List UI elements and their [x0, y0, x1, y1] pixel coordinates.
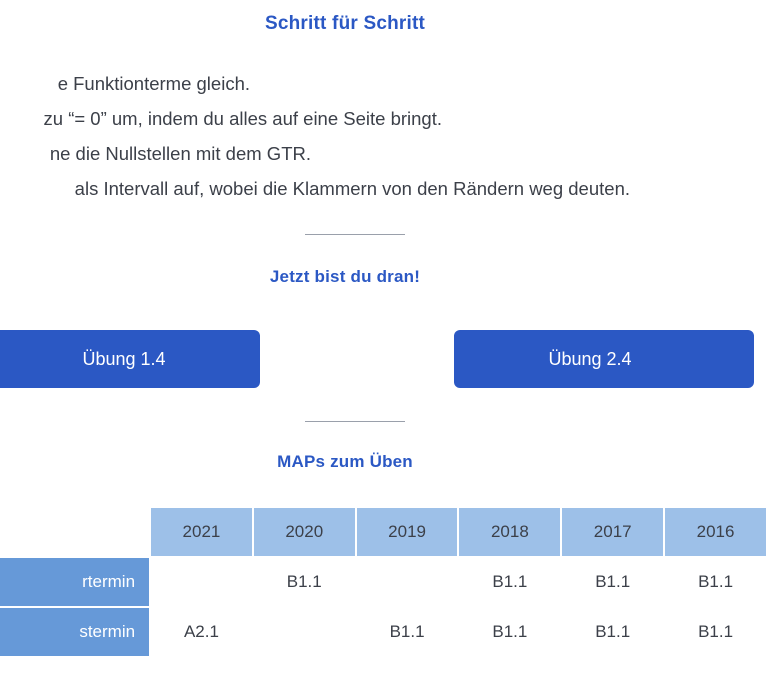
uebung-2-4-label: Übung 2.4 [548, 348, 632, 369]
table-corner-cell [0, 508, 149, 556]
table-row [0, 608, 766, 656]
section-divider-bottom [305, 421, 405, 422]
table-col-header: 2021 [151, 508, 252, 556]
table-cell [151, 558, 252, 606]
table-row [0, 558, 766, 606]
table-header-row [0, 508, 766, 556]
step-item-1: e Funktionterme gleich. [57, 73, 250, 94]
table-cell: B1.1 [665, 608, 766, 656]
table-col-header: 2016 [665, 508, 766, 556]
table-cell: B1.1 [665, 558, 766, 606]
step-list [0, 66, 690, 206]
maps-table-head [0, 508, 766, 556]
section-title-schritt: Schritt für Schritt [264, 13, 426, 34]
table-cell: B1.1 [562, 558, 663, 606]
section-title-maps: MAPs zum Üben [277, 452, 413, 471]
step-item-2: zu “= 0” um, indem du alles auf eine Seite bringt. [43, 108, 442, 129]
table-col-header: 2019 [357, 508, 458, 556]
step-item-4: als Intervall auf, wobei die Klammern von den Rändern weg deuten. [74, 178, 630, 199]
table-col-header: 2018 [459, 508, 560, 556]
table-col-header: 2017 [562, 508, 663, 556]
uebung-2-4-button[interactable] [454, 330, 754, 388]
table-cell: B1.1 [562, 608, 663, 656]
table-cell: B1.1 [254, 558, 355, 606]
maps-table-wrapper [0, 506, 768, 658]
table-cell: B1.1 [357, 608, 458, 656]
maps-table [0, 506, 768, 658]
table-cell [357, 558, 458, 606]
step-item-3: ne die Nullstellen mit dem GTR. [49, 143, 311, 164]
section-divider-top [305, 234, 405, 235]
table-col-header: 2020 [254, 508, 355, 556]
uebung-1-4-label: Übung 1.4 [82, 348, 166, 369]
maps-table-body [0, 558, 766, 656]
table-row-header: stermin [0, 608, 149, 656]
table-cell [254, 608, 355, 656]
uebung-1-4-button[interactable] [0, 330, 260, 388]
table-cell: B1.1 [459, 558, 560, 606]
table-cell: A2.1 [151, 608, 252, 656]
section-title-jetzt: Jetzt bist du dran! [269, 267, 421, 286]
table-row-header: rtermin [0, 558, 149, 606]
table-cell: B1.1 [459, 608, 560, 656]
